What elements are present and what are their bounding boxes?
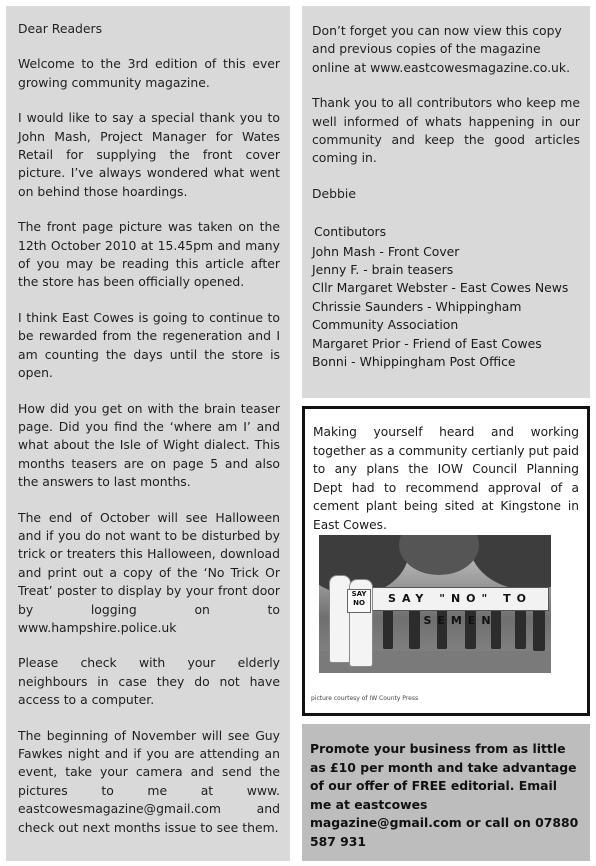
list-item: Chrissie Saunders - Whippingham Community Association: [312, 298, 522, 333]
signature: Debbie: [312, 185, 356, 201]
list-item: Cllr Margaret Webster - East Cowes News: [312, 280, 569, 296]
front-page-paragraph: The front page picture was taken on the 12th October 2010 at 15.45pm and many of you may be reading this article after the store has been officially opened.: [18, 219, 280, 290]
left-column: [6, 6, 290, 861]
contributors-list: [312, 243, 580, 372]
welcome-paragraph: Welcome to the 3rd edition of this ever growing community magazine.: [18, 56, 280, 90]
list-item: John Mash - Front Cover: [312, 243, 460, 259]
elderly-paragraph: Please check with your elderly neighbours in case they do not have access to a computer.: [18, 655, 280, 708]
promo-box: [302, 724, 590, 861]
protest-photo: [319, 535, 551, 673]
list-item: Bonni - Whippingham Post Office: [312, 354, 516, 370]
regeneration-paragraph: I think East Cowes is going to continue to be rewarded from the regeneration and I am counting the days until the store is open.: [18, 309, 280, 381]
protest-banner: SAY "NO" TO SEMEN: [371, 587, 549, 611]
promo-text: Promote your business from as little as £10 per month and take advantage of our offer of FREE editorial. Email me at eastcowes magazine@gmail.com or call on 07880 587 931: [310, 741, 579, 849]
protest-sign: SAY NO: [347, 589, 371, 613]
notice-box: [302, 406, 590, 716]
contributors-heading: Contibutors: [314, 224, 387, 240]
list-item: Jenny F. - brain teasers: [312, 262, 454, 278]
notice-text: Making yourself heard and working together as a community certianly put paid to any plans the IOW Council Planning Dept had to recommend approval of a cement plant being sited at Kingstone in East Cowes.: [313, 425, 579, 532]
greeting: Dear Readers: [18, 21, 103, 36]
photo-caption: picture courtesy of IW County Press: [311, 695, 419, 702]
contributors-thanks-paragraph: Thank you to all contributors who keep me well informed of whats happening in our community and keep the good articles coming in.: [312, 95, 580, 166]
right-top-panel: [302, 6, 590, 398]
brain-teaser-paragraph: How did you get on with the brain teaser page. Did you find the ‘where am I’ and what about the Isle of Wight dialect. This months teasers are on page 5 and also the answers to last months.: [18, 400, 280, 490]
online-paragraph: Don’t forget you can now view this copy and previous copies of the magazine online at www.eastcowesmagazine.co.uk.: [312, 23, 571, 75]
list-item: Margaret Prior - Friend of East Cowes: [312, 335, 542, 351]
guy-fawkes-paragraph: The beginning of November will see Guy Fawkes night and if you are attending an event, take your camera and send the pictures to me at www. eastcowesmagazine@gmail.com and check out next months issue to see them.: [18, 727, 280, 835]
thanks-paragraph: I would like to say a special thank you to John Mash, Project Manager for Wates Retail for supplying the front cover picture. I’ve always wondered what went on behind those hoardings.: [18, 110, 280, 199]
halloween-paragraph: The end of October will see Halloween and if you do not want to be disturbed by trick or treaters this Halloween, download and print out a copy of the ‘No Trick Or Treat’ poster to display by your front door by logging on to www.hampshire.police.uk: [18, 509, 280, 635]
